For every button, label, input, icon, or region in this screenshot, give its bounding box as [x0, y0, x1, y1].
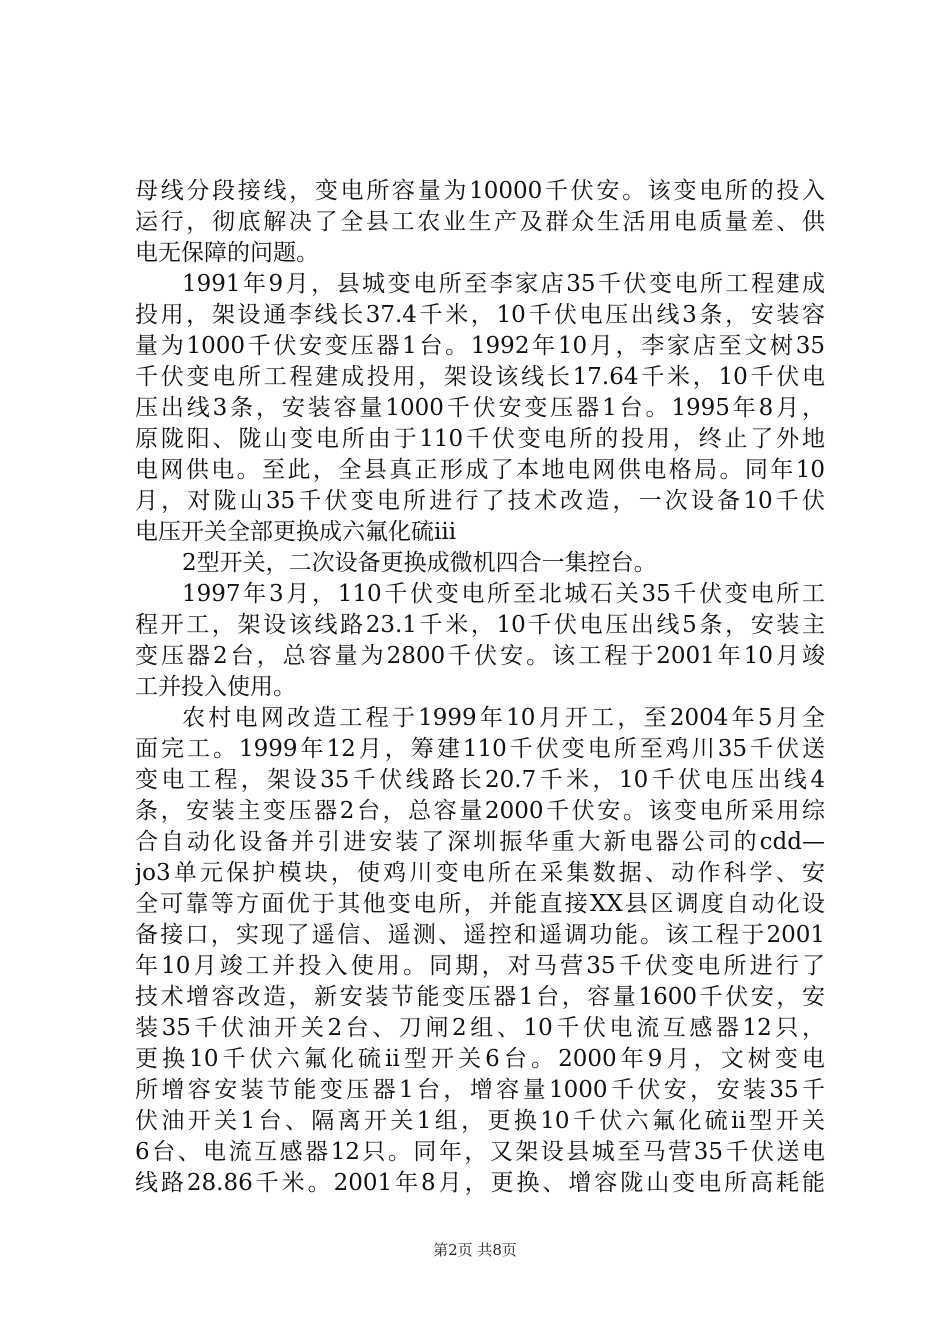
text-line: 农村电网改造工程于1999年10月开工，至2004年5月全 [182, 705, 825, 731]
text-line: 电无保障的问题。 [135, 240, 319, 266]
text-line: 1997年3月，110千伏变电所至北城石关35千伏变电所工 [182, 581, 825, 607]
text-line: 电压开关全部更换成六氟化硫iii [135, 519, 457, 545]
text-line: 6台、电流互感器12只。同年，又架设县城至马营35千伏送电 [135, 1139, 825, 1165]
text-line: 技术增容改造，新安装节能变压器1台，容量1600千伏安，安 [135, 984, 825, 1010]
text-line: 原陇阳、陇山变电所由于110千伏变电所的投用，终止了外地 [135, 426, 825, 452]
text-line: 电网供电。至此，全县真正形成了本地电网供电格局。同年10 [135, 457, 825, 483]
text-line: 千伏变电所工程建成投用，架设该线长17.64千米，10千伏电 [135, 364, 825, 390]
text-line: 变电工程，架设35千伏线路长20.7千米，10千伏电压出线4 [135, 767, 825, 793]
text-line: 程开工，架设该线路23.1千米，10千伏电压出线5条，安装主 [135, 612, 825, 638]
text-line: 伏油开关1台、隔离开关1组，更换10千伏六氟化硫ii型开关 [135, 1108, 825, 1134]
text-line: 线路28.86千米。2001年8月，更换、增容陇山变电所高耗能 [135, 1170, 825, 1196]
text-line: jo3单元保护模块，使鸡川变电所在采集数据、动作科学、安 [135, 860, 825, 886]
text-line: 装35千伏油开关2台、刀闸2组、10千伏电流互感器12只， [135, 1015, 825, 1041]
text-line: 母线分段接线，变电所容量为10000千伏安。该变电所的投入 [135, 178, 825, 204]
text-line: 月，对陇山35千伏变电所进行了技术改造，一次设备10千伏 [135, 488, 825, 514]
text-line: 量为1000千伏安变压器1台。1992年10月，李家店至文树35 [135, 333, 825, 359]
text-line: 变压器2台，总容量为2800千伏安。该工程于2001年10月竣 [135, 643, 825, 669]
text-line: 备接口，实现了遥信、遥测、遥控和遥调功能。该工程于2001 [135, 922, 825, 948]
text-line: 所增容安装节能变压器1台，增容量1000千伏安，安装35千 [135, 1077, 825, 1103]
text-line: 1991年9月，县城变电所至李家店35千伏变电所工程建成 [182, 271, 825, 297]
text-line: 工并投入使用。 [135, 674, 296, 700]
text-line: 运行，彻底解决了全县工农业生产及群众生活用电质量差、供 [135, 209, 825, 235]
text-line: 压出线3条，安装容量1000千伏安变压器1台。1995年8月， [135, 395, 825, 421]
text-line: 2型开关，二次设备更换成微机四合一集控台。 [182, 550, 657, 576]
text-line: 合自动化设备并引进安装了深圳振华重大新电器公司的cdd— [135, 829, 825, 855]
text-line: 年10月竣工并投入使用。同期，对马营35千伏变电所进行了 [135, 953, 825, 979]
page-indicator: 第2页 共8页 [433, 1241, 517, 1259]
text-line: 条，安装主变压器2台，总容量2000千伏安。该变电所采用综 [135, 798, 825, 824]
page-footer [0, 1240, 950, 1260]
text-line: 面完工。1999年12月，筹建110千伏变电所至鸡川35千伏送 [135, 736, 825, 762]
text-line: 投用，架设通李线长37.4千米，10千伏电压出线3条，安装容 [135, 302, 825, 328]
text-line: 更换10千伏六氟化硫ii型开关6台。2000年9月，文树变电 [135, 1046, 825, 1072]
text-line: 全可靠等方面优于其他变电所，并能直接XX县区调度自动化设 [135, 891, 825, 917]
